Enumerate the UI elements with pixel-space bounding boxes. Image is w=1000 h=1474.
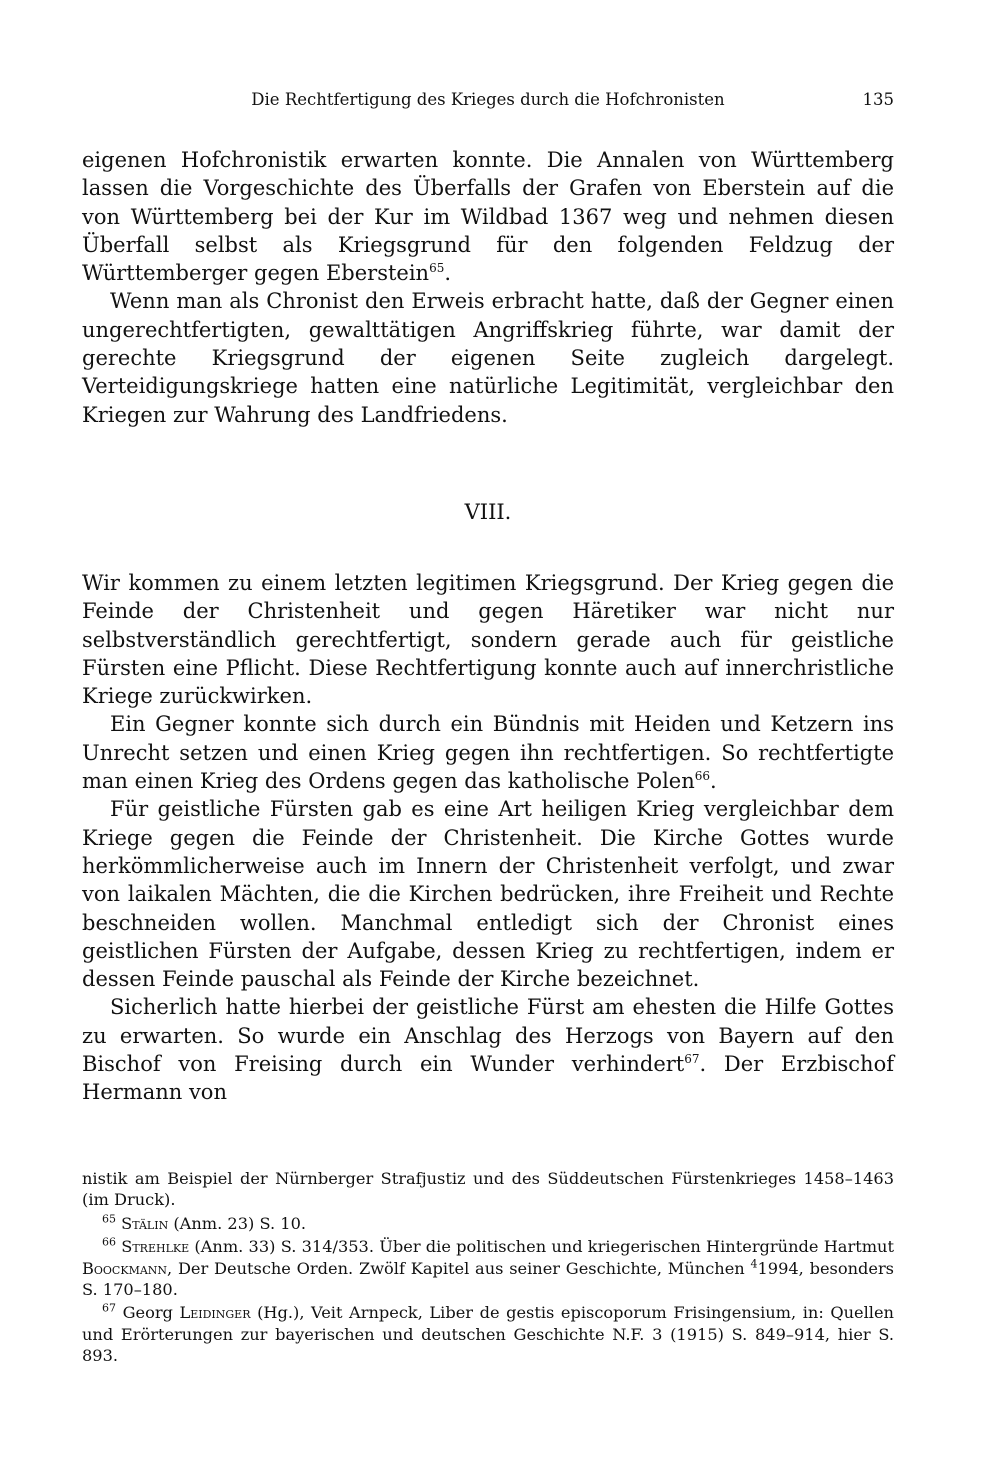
paragraph: Wir kommen zu einem letzten legitimen Kriegsgrund. Der Krieg gegen die Feinde der Christenheit und gegen Häretiker war nicht nur selbstverständlich gerechtfertigt, sondern gerade auch für geistliche Fürsten eine Pflicht. Diese Rechtfertigung konnte auch auf innerchristliche Kriege zurückwirken. (82, 570, 894, 709)
footnote-ref: 66 (694, 769, 711, 784)
paragraph: Sicherlich hatte hierbei der geistliche Fürst am ehesten die Hilfe Gottes zu erwarten. So wurde ein Anschlag des Herzogs von Bayern auf den Bischof von Freising durch ein Wunder verhindert$^{67}$. Der Erzbischof Hermann von (82, 995, 894, 1105)
footnote-66: $^{66}$ Strehlke (Anm. 33) S. 314/353. Über die politischen und kriegerischen Hintergründe Hartmut Boockmann, Der Deutsche Orden. Zwölf Kapitel aus seiner Geschichte, München $^4$1994, besonders S. 170–180. (82, 1235, 894, 1300)
footnotes (82, 1168, 894, 1369)
paragraph: Wenn man als Chronist den Erweis erbracht hatte, daß der Gegner einen ungerechtfertigten, gewalttätigen Angriffskrieg führte, war damit der gerechte Kriegsgrund der eigenen Seite zugleich dargelegt. Verteidigungskriege hatten eine natürliche Legitimität, vergleichbar den Kriegen zur Wahrung des Landfriedens. (82, 289, 894, 427)
footnote-67: $^{67}$ Georg Leidinger (Hg.), Veit Arnpeck, Liber de gestis episcoporum Frisingensium, in: Quellen und Erörterungen zur bayerischen und deutschen Geschichte N.F. 3 (1915) S. 849–914, hier S. 893. (82, 1302, 894, 1366)
paragraph: Ein Gegner konnte sich durch ein Bündnis mit Heiden und Ketzern ins Unrecht setzen und einen Krieg gegen ihn rechtfertigen. So rechtfertigte man einen Krieg des Ordens gegen das katholische Polen$^{66}$. (82, 712, 894, 794)
page-number: 135 (862, 90, 894, 109)
footnote-65: $^{65}$ Stälin (Anm. 23) S. 10. (102, 1212, 307, 1233)
paragraph: Für geistliche Fürsten gab es eine Art heiligen Krieg vergleichbar dem Kriege gegen die Feinde der Christenheit. Die Kirche Gottes wurde herkömmlicherweise auch im Innern der Christenheit verfolgt, und zwar von laikalen Mächten, die die Kirchen bedrücken, ihre Freiheit und Rechte beschneiden wollen. Manchmal entledigt sich der Chronist eines geistlichen Fürsten der Aufgabe, dessen Krieg zu rechtfertigen, indem er dessen Feinde pauschal als Feinde der Kirche bezeichnet. (82, 797, 894, 992)
main-text (82, 146, 894, 1107)
footnote-ref: 67 (684, 1052, 700, 1067)
footnote-ref: 65 (429, 261, 445, 276)
running-head: Die Rechtfertigung des Krieges durch die Hofchronisten (251, 90, 725, 109)
section-heading: VIII. (464, 499, 512, 524)
page-header (82, 86, 894, 116)
paragraph: eigenen Hofchronistik erwarten konnte. Die Annalen von Württemberg lassen die Vorgeschichte des Überfalls der Grafen von Eberstein auf die von Württemberg bei der Kur im Wildbad 1367 weg und nehmen diesen Überfall selbst als Kriegsgrund für den folgenden Feldzug der Württemberger gegen Eberstein$^{65}$. (82, 148, 894, 286)
footnote-continuation: nistik am Beispiel der Nürnberger Strafjustiz und des Süddeutschen Fürstenkrieges 1458–1463 (im Druck). (82, 1169, 894, 1210)
